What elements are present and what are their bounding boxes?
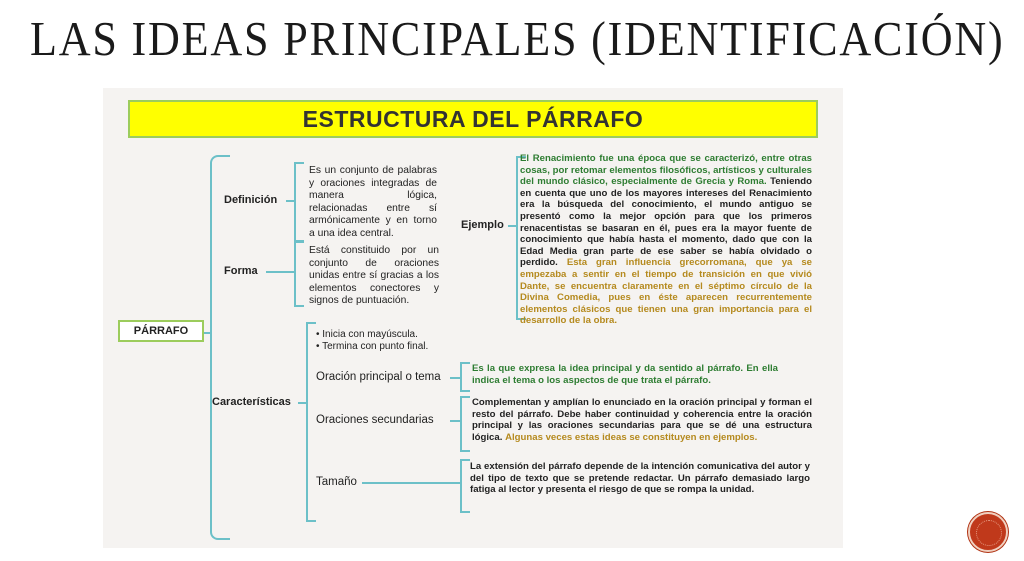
caracteristicas-connector — [298, 402, 306, 404]
ejemplo-connector — [508, 225, 516, 227]
oracion-principal-label: Oración principal o tema — [316, 371, 441, 383]
slide-nav-button[interactable] — [968, 512, 1008, 552]
caracteristicas-label: Características — [212, 396, 291, 408]
caracteristicas-bullets — [316, 329, 428, 353]
ejemplo-text — [520, 153, 812, 327]
root-node: PÁRRAFO — [118, 320, 204, 342]
oracion-principal-connector — [450, 377, 460, 379]
forma-brace — [294, 241, 304, 307]
definicion-label: Definición — [224, 194, 278, 206]
bullet-item: • Termina con punto final. — [316, 341, 428, 353]
bullet-item: • Inicia con mayúscula. — [316, 329, 428, 341]
ejemplo-label: Ejemplo — [461, 219, 504, 231]
secundarias-text2: Algunas veces estas ideas se constituyen en ejemplos. — [505, 431, 758, 443]
tamano-label: Tamaño — [316, 476, 357, 488]
ejemplo-part3: Esta gran influencia grecorromana, que ya se empezaba a sentir en el tiempo de transición en que vivió Dante, se encuentra claramente en el séptimo círculo de la Divina Comedia, pues en éste aparecen recurrentemente elementos clásicos que tienen una gran importancia para el desarrollo de la obra. — [520, 257, 812, 327]
forma-connector — [266, 271, 294, 273]
secundarias-text1: Complementan y amplían lo enunciado en la oración principal y forman el resto del párrafo. Debe haber continuidad y coherencia entre la oración principal y las oraciones secundarias para que se dé una estructura lógica. — [472, 397, 812, 443]
diagram-banner — [128, 100, 818, 138]
forma-label: Forma — [224, 265, 258, 277]
ejemplo-part2: Teniendo en cuenta que uno de los mayores intereses del Renacimiento era la búsqueda del conocimiento, el mundo antiguo se presentó como la mejor opción para que los primeros renacentistas se basaran en él, pues era la mayor fuente de conocimiento que había hasta el momento, dado que con la Edad Media gran parte de ese saber se había olvidado o perdido. — [520, 176, 812, 269]
oraciones-secundarias-label: Oraciones secundarias — [316, 414, 434, 426]
oracion-principal-text: Es la que expresa la idea principal y da sentido al párrafo. En ella indica el tema o los aspectos de que trata el párrafo. — [472, 363, 778, 386]
main-brace — [210, 155, 230, 540]
definicion-text: Es un conjunto de palabras y oraciones integradas de manera lógica, relacionadas entre sí armónicamente y en torno a una idea central. — [309, 165, 437, 239]
tamano-connector — [362, 482, 460, 484]
tamano-text: La extensión del párrafo depende de la intención comunicativa del autor y del tipo de texto que se pretende redactar. Un párrafo demasiado largo fatiga al lector y presenta el riesgo de que se rompa la unidad. — [470, 461, 810, 495]
oraciones-secundarias-text — [472, 397, 812, 443]
definicion-connector — [286, 200, 294, 202]
slide-title: LAS IDEAS PRINCIPALES (IDENTIFICACIÓN) — [30, 11, 1005, 66]
caracteristicas-brace — [306, 322, 316, 522]
oraciones-secundarias-connector — [450, 420, 460, 422]
oracion-principal-brace — [460, 362, 470, 392]
banner-text: ESTRUCTURA DEL PÁRRAFO — [302, 105, 644, 132]
definicion-brace — [294, 162, 304, 242]
ejemplo-part1: El Renacimiento fue una época que se caracterizó, entre otras cosas, por retomar elementos filosóficos, artísticos y culturales del mundo clásico, especialmente de Grecia y Roma. — [520, 153, 812, 188]
forma-text: Está constituido por un conjunto de oraciones unidas entre sí gracias a los elementos conectores y signos de puntuación. — [309, 245, 439, 306]
oraciones-secundarias-brace — [460, 396, 470, 452]
tamano-brace — [460, 459, 470, 513]
